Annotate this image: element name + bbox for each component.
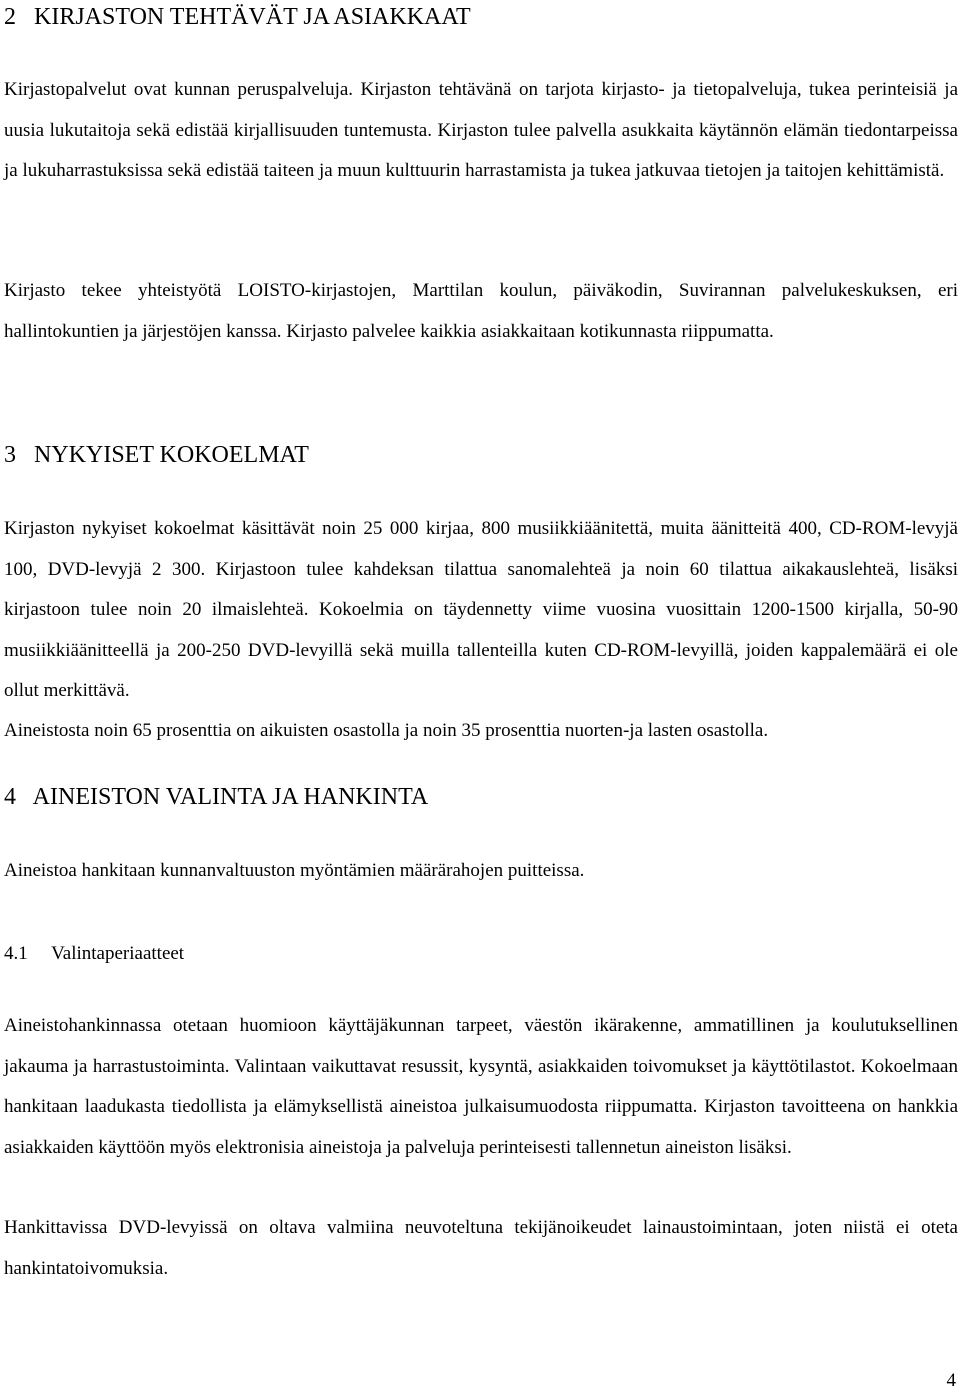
section-3-paragraph-1: Kirjaston nykyiset kokoelmat käsittävät noin 25 000 kirjaa, 800 musiikkiäänitettä, muita äänitteitä 400, CD-ROM-levyjä 100, DVD-levyjä 2 300. Kirjastoon tulee kahdeksan tilattua sanomalehteä ja noin 60 tilattua aikakauslehteä, lisäksi kirjastoon tulee noin 20 ilmaislehteä. Kokoelmia on täydennetty viime vuosina vuosittain 1200-1500 kirjalla, 50-90 musiikkiäänitteellä ja 200-250 DVD-levyillä sekä muilla tallenteilla kuten CD-ROM-levyillä, joiden kappalemäärä ei ole ollut merkittävä. [4,518,958,701]
section-2-heading: 2 KIRJASTON TEHTÄVÄT JA ASIAKKAAT [4,4,471,30]
section-3-heading: 3 NYKYISET KOKOELMAT [4,442,309,468]
page-number: 4 [946,1370,956,1391]
section-4-heading: 4 AINEISTON VALINTA JA HANKINTA [4,784,429,810]
section-4-1-heading: 4.1 Valintaperiaatteet [4,943,185,964]
section-4-1-paragraph-1: Aineistohankinnassa otetaan huomioon käyttäjäkunnan tarpeet, väestön ikärakenne, ammatillinen ja koulutuksellinen jakauma ja harrastustoiminta. Valintaan vaikuttavat resussit, kysyntä, asiakkaiden toivomukset ja käyttötilastot. Kokoelmaan hankitaan laadukasta tiedollista ja elämyksellistä aineistoa julkaisumuodosta riippumatta. Kirjaston tavoitteena on hankkia asiakkaiden käyttöön myös elektronisia aineistoja ja palveluja perinteisesti tallennetun aineiston lisäksi. [4,1015,958,1158]
section-2-paragraph-1: Kirjastopalvelut ovat kunnan peruspalveluja. Kirjaston tehtävänä on tarjota kirjasto- ja tietopalveluja, tukea perinteisiä ja uusia lukutaitoja sekä edistää kirjallisuuden tuntemusta. Kirjaston tulee palvella asukkaita käytännön elämän tiedontarpeissa ja lukuharrastuksissa sekä edistää taiteen ja muun kulttuurin harrastamista ja tukea jatkuvaa tietojen ja taitojen kehittämistä. [4,79,958,181]
section-2-paragraph-2: Kirjasto tekee yhteistyötä LOISTO-kirjastojen, Marttilan koulun, päiväkodin, Suvirannan palvelukeskuksen, eri hallintokuntien ja järjestöjen kanssa. Kirjasto palvelee kaikkia asiakkaitaan kotikunnasta riippumatta. [4,280,958,342]
section-3-paragraph-2: Aineistosta noin 65 prosenttia on aikuisten osastolla ja noin 35 prosenttia nuorten-ja lasten osastolla. [4,720,769,741]
section-4-paragraph: Aineistoa hankitaan kunnanvaltuuston myöntämien määrärahojen puitteissa. [4,860,585,881]
section-4-1-paragraph-2: Hankittavissa DVD-levyissä on oltava valmiina neuvoteltuna tekijänoikeudet lainaustoimintaan, joten niistä ei oteta hankintatoivomuksia. [4,1217,958,1279]
